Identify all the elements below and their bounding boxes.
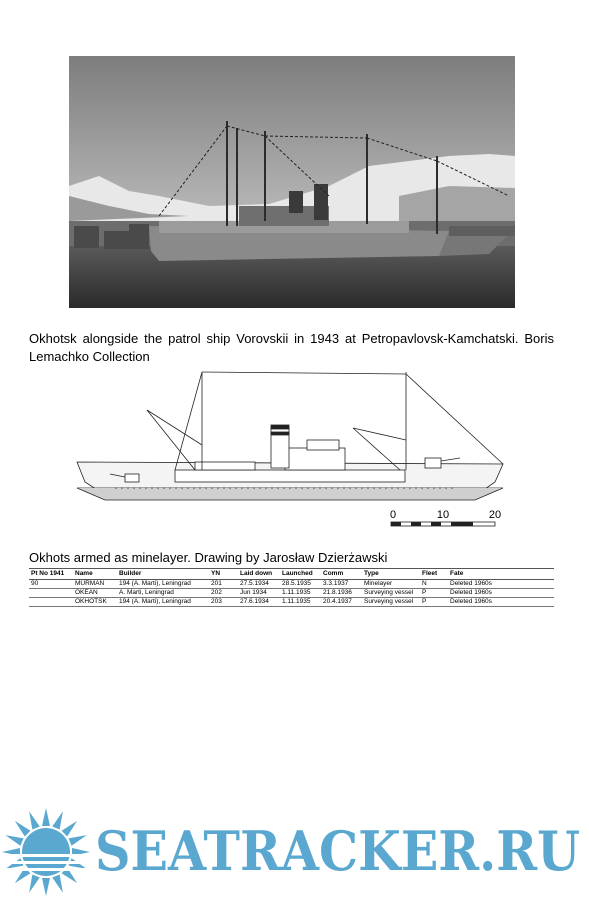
header-builder: Builder — [117, 569, 209, 580]
ship-profile-drawing — [75, 370, 505, 530]
photo-caption: Okhotsk alongside the patrol ship Vorovskii in 1943 at Petropavlovsk-Kamchatski. Boris Lemachko Collection — [29, 331, 554, 364]
ships-table — [29, 568, 554, 607]
cell: A. Marti, Leningrad — [117, 589, 209, 598]
header-pt-no: Pt No 1941 — [29, 569, 73, 580]
cell: Deleted 1960s — [448, 580, 554, 589]
cell — [29, 589, 73, 598]
scale-label-20: 20 — [488, 509, 502, 521]
table-header-row — [29, 569, 554, 580]
cell: 1.11.1935 — [280, 589, 321, 598]
header-laid-down: Laid down — [238, 569, 280, 580]
logo-text: SEATRACKER.RU — [95, 819, 580, 883]
table-row — [29, 589, 554, 598]
sun-icon — [2, 808, 90, 896]
header-fate: Fate — [448, 569, 554, 580]
cell — [29, 598, 73, 607]
seatracker-logo — [0, 806, 589, 897]
cell: Surveying vessel — [362, 598, 420, 607]
cell: 20.4.1937 — [321, 598, 362, 607]
cell: OKHOTSK — [73, 598, 117, 607]
header-yn: YN — [209, 569, 238, 580]
cell: 28.5.1935 — [280, 580, 321, 589]
drawing-caption: Okhots armed as minelayer. Drawing by Jarosław Dzierżawski — [29, 550, 388, 565]
scale-label-0: 0 — [389, 509, 397, 521]
cell: 202 — [209, 589, 238, 598]
cell: Minelayer — [362, 580, 420, 589]
cell: Deleted 1960s — [448, 589, 554, 598]
cell: 90 — [29, 580, 73, 589]
header-type: Type — [362, 569, 420, 580]
header-fleet: Fleet — [420, 569, 448, 580]
cell: OKEAN — [73, 589, 117, 598]
table-row — [29, 598, 554, 607]
header-comm: Comm — [321, 569, 362, 580]
header-name: Name — [73, 569, 117, 580]
cell: 201 — [209, 580, 238, 589]
cell: 1.11.1935 — [280, 598, 321, 607]
scale-bar — [390, 509, 501, 526]
scale-label-10: 10 — [436, 509, 450, 521]
table-row — [29, 580, 554, 589]
cell: 27.6.1934 — [238, 598, 280, 607]
cell: Deleted 1960s — [448, 598, 554, 607]
cell: P — [420, 589, 448, 598]
cell: 194 (A. Marti), Leningrad — [117, 580, 209, 589]
cell: 27.5.1934 — [238, 580, 280, 589]
cell: Surveying vessel — [362, 589, 420, 598]
cell: P — [420, 598, 448, 607]
cell: 3.3.1937 — [321, 580, 362, 589]
cell: Jun 1934 — [238, 589, 280, 598]
cell: 203 — [209, 598, 238, 607]
cell: 21.8.1936 — [321, 589, 362, 598]
ship-photo — [69, 56, 515, 308]
cell: MURMAN — [73, 580, 117, 589]
header-launched: Launched — [280, 569, 321, 580]
cell: N — [420, 580, 448, 589]
cell: 194 (A. Marti), Leningrad — [117, 598, 209, 607]
